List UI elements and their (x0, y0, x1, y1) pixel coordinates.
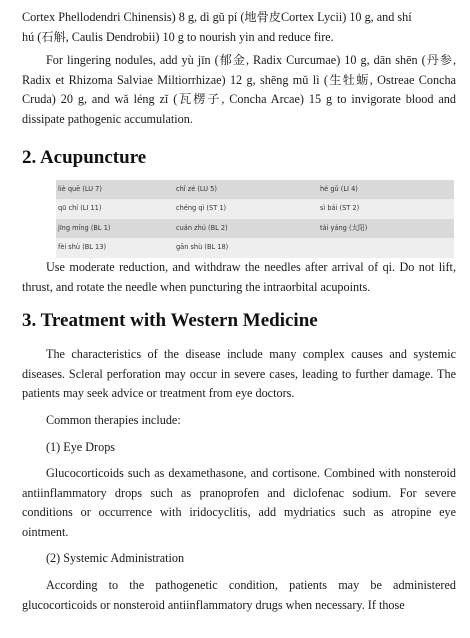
table-cell: fèi shù (BL 13) (56, 238, 174, 258)
table-row (56, 180, 454, 200)
continued-paragraph (22, 8, 456, 47)
subheading-eye-drops: (1) Eye Drops (46, 439, 116, 454)
subheading-systemic-administration: (2) Systemic Administration (46, 551, 185, 566)
table-row (56, 219, 454, 239)
table-row (56, 238, 454, 258)
table-cell: chǐ zé (LU 5) (174, 180, 318, 200)
continued-line-2: hú (石斛, Caulis Dendrobii) 10 g to nourish yin and reduce fire. (22, 29, 334, 44)
section-heading-western-medicine: 3. Treatment with Western Medicine (22, 310, 318, 332)
section-heading-acupuncture: 2. Acupuncture (22, 146, 147, 168)
western-intro-paragraph: The characteristics of the disease include many complex causes and systemic diseases. Scleral perforation may occur in severe cases, leading to further damage. The patients may seek advice or treatment from eye doctors. (22, 347, 456, 401)
table-cell: hé gǔ (LI 4) (318, 180, 454, 200)
table-cell: sì bái (ST 2) (318, 199, 454, 219)
table-cell (318, 238, 454, 258)
nodules-paragraph: For lingering nodules, add yù jīn (郁金, Radix Curcumae) 10 g, dān shēn (丹参, Radix et Rhizoma Salviae Miltiorrhizae) 12 g, shēng mǔ lì (生牡蛎, Ostreae Concha Cruda) 20 g, and wǎ léng zǐ (瓦楞子, Concha Arcae) 15 g to invigorate blood and dissipate pathogenic accumulation. (22, 53, 456, 126)
table-cell: cuán zhú (BL 2) (174, 219, 318, 239)
continued-line-1: Cortex Phellodendri Chinensis) 8 g, dì gǔ pí (地骨皮Cortex Lycii) 10 g, and shí (22, 10, 412, 24)
table-cell: liè quē (LU 7) (56, 180, 174, 200)
common-therapies-paragraph: Common therapies include: (46, 412, 181, 427)
acupuncture-paragraph: Use moderate reduction, and withdraw the needles after arrival of qi. Do not lift, thrust, and rotate the needle when puncturing the intraorbital acupoints. (22, 259, 456, 294)
table-cell: gān shù (BL 18) (174, 238, 318, 258)
table-cell: tài yáng (太阳) (318, 219, 454, 239)
table-cell: jīng míng (BL 1) (56, 219, 174, 239)
systemic-paragraph: According to the pathogenetic condition, patients may be administered glucocorticoids or nonsteroid antiinflammatory drugs when necessary. If those (22, 578, 456, 612)
table-cell: qū chí (LI 11) (56, 199, 174, 219)
table-row (56, 199, 454, 219)
table-cell: chéng qì (ST 1) (174, 199, 318, 219)
eye-drops-paragraph: Glucocorticoids such as dexamethasone, and cortisone. Combined with nonsteroid antiinflammatory drops such as pranoprofen and diclofenac sodium. For severe conditions or occurrence with iridocyclitis, add mydriatics such as atropine eye ointment. (22, 466, 456, 539)
acupoint-table (56, 180, 454, 258)
